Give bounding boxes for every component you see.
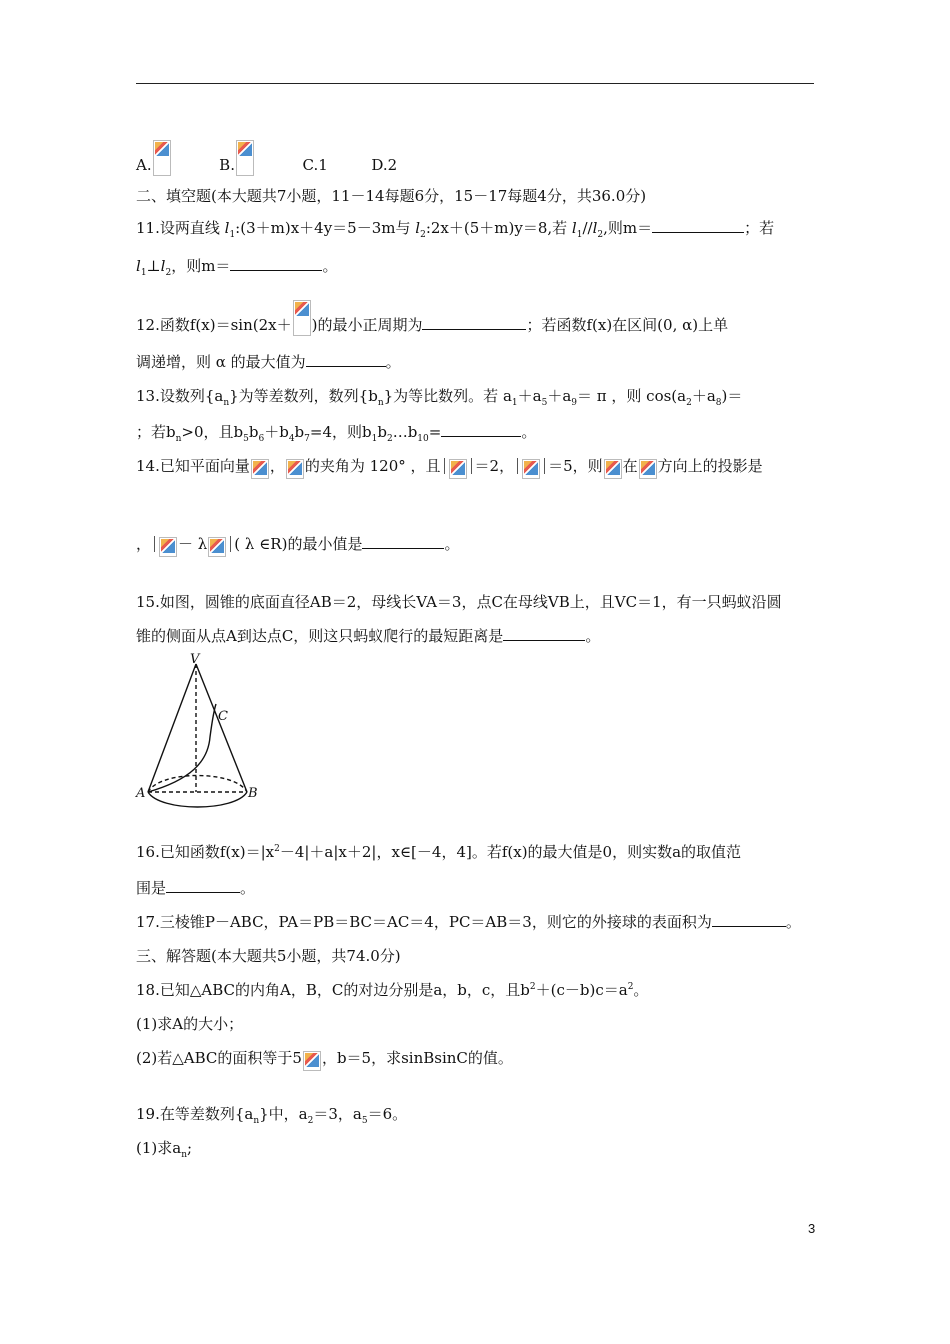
question-19-sub-1: (1)求$a_n$; xyxy=(136,1139,193,1160)
question-12-line-1: 12.函数f(x)＝sin(2x＋ )的最小正周期为 ；若函数f(x)在区间(0, α)上单 xyxy=(136,300,728,336)
option-a: A. xyxy=(136,156,152,174)
ant-path xyxy=(148,704,216,792)
broken-image-icon xyxy=(293,300,311,336)
broken-image-icon xyxy=(153,140,171,176)
header-rule xyxy=(136,83,814,84)
question-16-line-1: 16.已知函数$f(x)=|x^2-4|+a|x+2|$，x∈[－4，4]。若f(x)的最大值是0，则实数a的取值范 xyxy=(136,843,742,861)
page-number: 3 xyxy=(808,1221,816,1236)
label-c: C xyxy=(218,709,228,724)
question-11-line-1: 11.设两直线 $l_1:(3+m)x+4y=5-3m$与 $l_2:2x+(5+m)y=8$,若 $l_1//l_2$,则m＝ ；若 xyxy=(136,219,775,240)
base-back-arc xyxy=(148,776,247,793)
broken-image-icon xyxy=(639,459,657,479)
section-2-heading: 二、填空题(本大题共7小题，11－14每题6分，15－17每题4分，共36.0分) xyxy=(136,187,647,205)
question-14-line-2: ， － λ ( λ ∈R)的最小值是 。 xyxy=(136,534,459,557)
answer-blank xyxy=(362,534,444,549)
broken-image-icon xyxy=(236,140,254,176)
broken-image-icon xyxy=(449,459,467,479)
broken-image-icon xyxy=(251,459,269,479)
label-b: B xyxy=(248,786,258,801)
broken-image-icon xyxy=(208,537,226,557)
section-3-heading: 三、解答题(本大题共5小题，共74.0分) xyxy=(136,947,401,965)
answer-blank xyxy=(441,422,521,437)
question-15-line-1: 15.如图，圆锥的底面直径AB＝2，母线长VA＝3，点C在母线VB上，且VC＝1，有一只蚂蚁沿圆 xyxy=(136,593,782,611)
question-13-line-2: ；若$b_n>0$，且$b_5b_6+b_4b_7=4$，则$b_1b_2\dots b_{10}=$ 。 xyxy=(136,423,537,444)
question-15-line-2: 锥的侧面从点A到达点C，则这只蚂蚁爬行的最短距离是 。 xyxy=(136,627,601,645)
question-14-line-1: 14.已知平面向量 ， 的夹角为 120° ，且 ＝2， ＝5，则 在 方向上的投影是 xyxy=(136,456,763,479)
answer-blank xyxy=(306,352,386,367)
question-17-line: 17.三棱锥P－ABC，PA＝PB＝BC＝AC＝4，PC＝AB＝3，则它的外接球的表面积为 。 xyxy=(136,913,801,931)
question-18-sub-1: (1)求A的大小； xyxy=(136,1015,244,1033)
option-d: D.2 xyxy=(371,156,398,174)
option-b: B. xyxy=(219,156,235,174)
question-16-line-2: 围是 。 xyxy=(136,879,256,897)
broken-image-icon xyxy=(522,459,540,479)
question-18-line-1: 18.已知△ABC的内角A，B，C的对边分别是a，b，c，且$b^2+(c-b)c=a^2$。 xyxy=(136,981,649,999)
broken-image-icon xyxy=(604,459,622,479)
cone-figure xyxy=(130,652,270,812)
answer-blank xyxy=(652,218,744,233)
label-v: V xyxy=(190,652,200,667)
broken-image-icon xyxy=(159,537,177,557)
broken-image-icon xyxy=(303,1051,321,1071)
question-11-line-2: $l_1\perp l_2$，则m＝ 。 xyxy=(136,257,338,278)
answer-blank xyxy=(422,315,526,330)
answer-blank xyxy=(166,878,240,893)
question-13-line-1: 13.设数列$\{a_n\}$为等差数列，数列$\{b_n\}$为等比数列。若 $a_1+a_5+a_9= \pi$ ，则 $\cos(a_2+a_8)=$ xyxy=(136,387,743,408)
answer-blank xyxy=(230,256,322,271)
label-a: A xyxy=(136,786,146,801)
answer-blank xyxy=(712,912,786,927)
base-front-arc xyxy=(148,792,247,807)
broken-image-icon xyxy=(286,459,304,479)
answer-blank xyxy=(503,626,585,641)
options-line xyxy=(136,140,397,176)
option-c: C.1 xyxy=(302,156,328,174)
question-12-line-2: 调递增，则 α 的最大值为 。 xyxy=(136,353,401,371)
question-18-sub-2: (2)若△ABC的面积等于5 ，b＝5，求sinBsinC的值。 xyxy=(136,1048,513,1071)
cone-right-edge xyxy=(196,664,247,792)
question-19-line-1: 19.在等差数列$\{a_n\}$中，$a_2=3$，$a_5=6$。 xyxy=(136,1105,408,1126)
